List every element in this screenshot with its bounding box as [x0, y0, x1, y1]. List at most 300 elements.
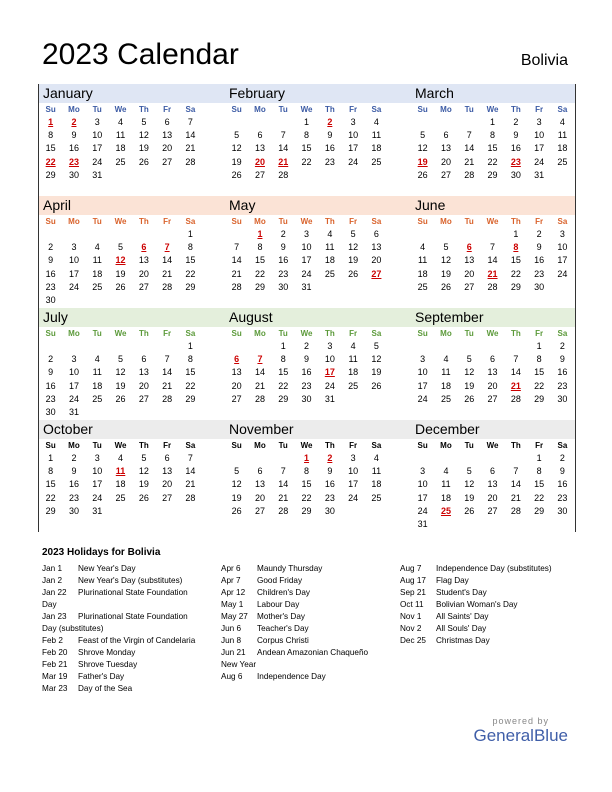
day-cell: 14	[162, 367, 173, 378]
day-cell: 7	[513, 354, 519, 365]
weekday-label: Mo	[440, 217, 452, 226]
empty-day	[179, 505, 202, 518]
week-row	[411, 169, 575, 182]
day-cell: 16	[68, 479, 79, 490]
empty-day	[481, 340, 504, 353]
day-cell: 9	[536, 242, 542, 253]
day-cell: 5	[234, 466, 240, 477]
empty-day	[318, 169, 341, 182]
weekday-header	[225, 327, 411, 340]
day-cell: 5	[118, 242, 124, 253]
week-row	[411, 129, 575, 142]
week-row	[39, 340, 225, 353]
week-row	[411, 393, 575, 406]
day-cell: 22	[278, 380, 289, 391]
day-cell: 19	[231, 156, 242, 167]
day-cell: 27	[162, 492, 173, 503]
week-row	[411, 492, 575, 505]
day-cell: 5	[373, 341, 379, 351]
day-cell: 15	[301, 143, 312, 154]
weekday-label: Su	[45, 217, 56, 226]
day-cell: 22	[185, 268, 196, 279]
day-cell: 6	[234, 354, 240, 365]
day-cell: 17	[68, 380, 79, 391]
holiday-item	[42, 635, 217, 647]
weekday-label: Sa	[185, 329, 196, 338]
weekday-label: Tu	[278, 105, 288, 114]
empty-day	[272, 452, 295, 465]
day-cell: 15	[510, 255, 521, 266]
day-cell: 14	[464, 143, 475, 154]
weekday-label: Su	[45, 441, 56, 450]
day-cell: 27	[371, 268, 382, 279]
day-cell: 19	[440, 268, 451, 279]
empty-day	[155, 228, 178, 241]
day-cell: 11	[348, 354, 358, 365]
holiday-item	[42, 611, 217, 623]
day-cell: 10	[417, 479, 428, 490]
day-cell: 22	[301, 156, 312, 167]
weekday-label: Su	[231, 217, 242, 226]
month-november	[225, 420, 411, 532]
holiday-name: Flag Day	[436, 576, 469, 585]
weekday-label: Fr	[535, 217, 544, 226]
empty-day	[155, 169, 178, 182]
weekday-label: Su	[417, 441, 428, 450]
day-cell: 5	[466, 466, 472, 477]
day-cell: 13	[162, 130, 173, 141]
empty-day	[109, 169, 132, 182]
day-cell: 20	[464, 268, 475, 279]
week-row	[39, 116, 225, 129]
week-row	[225, 353, 411, 366]
holiday-item	[221, 659, 396, 671]
day-cell: 15	[45, 143, 56, 154]
holiday-date: Feb 2	[42, 636, 63, 645]
holiday-item	[221, 647, 396, 659]
day-cell: 6	[373, 229, 379, 239]
day-cell: 9	[513, 130, 519, 141]
empty-day	[155, 340, 178, 353]
holiday-date: Jan 23	[42, 612, 67, 621]
day-cell: 28	[464, 169, 475, 180]
empty-day	[458, 228, 481, 241]
holiday-date: Jun 21	[221, 648, 246, 657]
week-row	[39, 366, 225, 379]
holiday-name: Good Friday	[257, 576, 303, 585]
holiday-name: Maundy Thursday	[257, 564, 323, 573]
holiday-item	[221, 623, 396, 635]
weekday-label: Mo	[68, 217, 80, 226]
weekday-label: Su	[45, 105, 56, 114]
day-cell: 2	[71, 117, 77, 127]
day-cell: 16	[557, 367, 568, 378]
day-cell: 10	[68, 255, 79, 266]
day-cell: 25	[440, 393, 451, 404]
day-cell: 5	[141, 453, 147, 463]
day-cell: 6	[141, 242, 147, 253]
weekday-label: Tu	[464, 217, 474, 226]
empty-day	[132, 169, 155, 182]
holiday-date: Feb 21	[42, 660, 68, 669]
weekday-label: Th	[138, 329, 149, 338]
day-cell: 25	[115, 156, 126, 167]
day-cell: 26	[138, 156, 149, 167]
weekday-label: Su	[231, 105, 242, 114]
day-cell: 28	[185, 492, 196, 503]
day-cell: 20	[162, 143, 173, 154]
day-cell: 5	[420, 130, 426, 141]
week-row	[411, 228, 575, 241]
holiday-item	[400, 575, 575, 587]
weekday-label: Th	[138, 217, 149, 226]
empty-day	[272, 116, 295, 129]
empty-day	[155, 406, 178, 419]
weekday-label: Sa	[185, 105, 196, 114]
day-cell: 20	[254, 492, 265, 503]
empty-day	[132, 406, 155, 419]
weekday-label: We	[486, 329, 499, 338]
day-cell: 28	[278, 505, 289, 516]
day-cell: 2	[327, 117, 333, 127]
day-cell: 8	[187, 242, 193, 253]
empty-day	[62, 228, 85, 241]
empty-day	[504, 452, 527, 465]
day-cell: 16	[557, 479, 568, 490]
holidays-col-3	[400, 563, 575, 647]
holiday-name: Day	[42, 600, 57, 609]
day-cell: 6	[466, 242, 472, 253]
empty-day	[527, 518, 550, 531]
day-cell: 27	[487, 505, 498, 516]
weekday-header	[411, 327, 575, 340]
weekday-label: Fr	[349, 441, 358, 450]
brand-powered: powered by	[492, 716, 549, 726]
day-cell: 27	[138, 393, 149, 404]
empty-day	[109, 340, 132, 353]
weekday-label: Tu	[464, 441, 474, 450]
empty-day	[365, 393, 388, 406]
weekday-label: We	[300, 329, 313, 338]
day-cell: 20	[138, 380, 149, 391]
weekday-label: Fr	[349, 329, 358, 338]
day-cell: 4	[373, 453, 379, 463]
day-cell: 7	[234, 242, 240, 253]
day-cell: 5	[118, 354, 124, 365]
holiday-date: Dec 25	[400, 636, 426, 645]
day-cell: 2	[559, 341, 565, 351]
month-name: August	[225, 308, 411, 327]
day-cell: 23	[301, 380, 312, 391]
holiday-name: Day (substitutes)	[42, 624, 104, 633]
day-cell: 5	[234, 130, 240, 141]
day-cell: 21	[510, 492, 521, 503]
day-cell: 12	[231, 479, 242, 490]
holiday-date: Apr 7	[221, 576, 241, 585]
day-cell: 27	[464, 281, 475, 292]
day-cell: 23	[68, 156, 79, 167]
holidays-col-2	[221, 563, 396, 683]
day-cell: 12	[348, 242, 359, 253]
day-cell: 30	[557, 393, 568, 404]
holiday-date: May 1	[221, 600, 244, 609]
day-cell: 31	[324, 393, 335, 404]
day-cell: 10	[348, 466, 359, 477]
day-cell: 27	[138, 281, 149, 292]
day-cell: 26	[348, 268, 359, 279]
day-cell: 17	[348, 479, 359, 490]
weekday-label: Mo	[68, 441, 80, 450]
day-cell: 30	[68, 169, 79, 180]
week-row	[225, 241, 411, 254]
holiday-item	[400, 599, 575, 611]
day-cell: 21	[185, 143, 196, 154]
day-cell: 21	[162, 380, 173, 391]
day-cell: 21	[278, 492, 289, 503]
day-cell: 24	[301, 268, 312, 279]
day-cell: 12	[417, 143, 428, 154]
day-cell: 26	[231, 169, 242, 180]
day-cell: 3	[350, 117, 356, 127]
week-row	[411, 505, 575, 518]
week-row	[225, 380, 411, 393]
empty-day	[341, 169, 364, 182]
holiday-name: Plurinational State Foundation	[78, 588, 188, 597]
day-cell: 12	[464, 479, 475, 490]
week-row	[39, 254, 225, 267]
day-cell: 17	[301, 255, 312, 266]
day-cell: 29	[185, 393, 196, 404]
weekday-label: Su	[231, 441, 242, 450]
day-cell: 2	[327, 453, 333, 463]
holiday-name: Shrove Monday	[78, 648, 136, 657]
empty-day	[341, 281, 364, 294]
day-cell: 18	[92, 380, 103, 391]
day-cell: 24	[348, 492, 359, 503]
holiday-item	[400, 623, 575, 635]
empty-day	[481, 518, 504, 531]
day-cell: 16	[301, 367, 312, 378]
day-cell: 24	[417, 393, 428, 404]
month-february	[225, 84, 411, 196]
day-cell: 14	[510, 367, 521, 378]
empty-day	[132, 294, 155, 307]
day-cell: 22	[487, 156, 498, 167]
day-cell: 13	[254, 479, 265, 490]
day-cell: 29	[487, 169, 498, 180]
holiday-name: Corpus Christi	[257, 636, 309, 645]
day-cell: 3	[94, 117, 100, 127]
day-cell: 3	[304, 229, 310, 239]
week-row	[411, 241, 575, 254]
day-cell: 24	[68, 393, 79, 404]
week-row	[225, 281, 411, 294]
month-name: January	[39, 84, 225, 103]
holiday-date: Apr 6	[221, 564, 241, 573]
day-cell: 28	[254, 393, 265, 404]
day-cell: 11	[92, 367, 102, 378]
day-cell: 11	[441, 367, 451, 378]
day-cell: 19	[115, 380, 126, 391]
day-cell: 7	[513, 466, 519, 477]
empty-day	[86, 406, 109, 419]
day-cell: 21	[185, 479, 196, 490]
holiday-date: Jan 1	[42, 564, 63, 573]
empty-day	[248, 452, 271, 465]
day-cell: 16	[510, 143, 521, 154]
month-name: April	[39, 196, 225, 215]
day-cell: 10	[92, 466, 103, 477]
day-cell: 31	[301, 281, 312, 292]
day-cell: 14	[254, 367, 265, 378]
weekday-label: We	[114, 329, 127, 338]
week-row	[411, 156, 575, 169]
day-cell: 30	[324, 505, 335, 516]
holiday-date: Nov 2	[400, 624, 422, 633]
weekday-label: Tu	[278, 441, 288, 450]
day-cell: 16	[278, 255, 289, 266]
day-cell: 1	[187, 341, 193, 351]
day-cell: 26	[231, 505, 242, 516]
day-cell: 26	[138, 492, 149, 503]
weekday-label: Mo	[254, 217, 266, 226]
day-cell: 7	[280, 466, 286, 477]
day-cell: 27	[254, 505, 265, 516]
empty-day	[434, 518, 457, 531]
day-cell: 10	[301, 242, 312, 253]
day-cell: 29	[534, 393, 545, 404]
week-row	[39, 492, 225, 505]
day-cell: 14	[162, 255, 173, 266]
day-cell: 8	[490, 130, 496, 141]
day-cell: 14	[231, 255, 242, 266]
day-cell: 15	[185, 255, 196, 266]
day-cell: 20	[487, 492, 498, 503]
week-row	[411, 380, 575, 393]
weekday-header	[225, 215, 411, 228]
day-cell: 26	[464, 505, 475, 516]
day-cell: 16	[68, 143, 79, 154]
day-cell: 24	[68, 281, 79, 292]
day-cell: 23	[557, 492, 568, 503]
weekday-label: Tu	[278, 217, 288, 226]
week-row	[225, 129, 411, 142]
empty-day	[551, 518, 574, 531]
day-cell: 28	[278, 169, 289, 180]
day-cell: 25	[371, 492, 382, 503]
day-cell: 16	[324, 143, 335, 154]
day-cell: 22	[534, 492, 545, 503]
week-row	[411, 116, 575, 129]
holiday-name: Feast of the Virgin of Candelaria	[78, 636, 196, 645]
empty-day	[62, 340, 85, 353]
weekday-label: We	[300, 441, 313, 450]
day-cell: 13	[138, 367, 149, 378]
holiday-item	[221, 587, 396, 599]
day-cell: 13	[440, 143, 451, 154]
day-cell: 8	[513, 242, 519, 253]
day-cell: 21	[278, 156, 289, 167]
day-cell: 18	[371, 143, 382, 154]
day-cell: 30	[510, 169, 521, 180]
day-cell: 14	[185, 466, 196, 477]
day-cell: 30	[534, 281, 545, 292]
holiday-name: All Saints' Day	[436, 612, 489, 621]
day-cell: 11	[557, 130, 568, 141]
month-june	[411, 196, 575, 308]
holiday-item	[400, 563, 575, 575]
day-cell: 31	[534, 169, 545, 180]
week-row	[39, 268, 225, 281]
empty-day	[132, 505, 155, 518]
day-cell: 7	[187, 453, 193, 463]
day-cell: 3	[559, 229, 565, 239]
holiday-date: Mar 19	[42, 672, 68, 681]
holiday-date: Feb 20	[42, 648, 68, 657]
day-cell: 3	[350, 453, 356, 463]
day-cell: 18	[440, 492, 451, 503]
day-cell: 25	[92, 393, 103, 404]
empty-day	[481, 452, 504, 465]
empty-day	[504, 518, 527, 531]
empty-day	[411, 116, 434, 129]
day-cell: 29	[301, 505, 312, 516]
empty-day	[481, 228, 504, 241]
day-cell: 11	[325, 242, 335, 253]
day-cell: 18	[371, 479, 382, 490]
week-row	[225, 340, 411, 353]
weekday-label: Sa	[557, 105, 568, 114]
day-cell: 31	[92, 505, 103, 516]
week-row	[411, 452, 575, 465]
weekday-label: Tu	[278, 329, 288, 338]
week-row	[39, 129, 225, 142]
month-name: November	[225, 420, 411, 439]
day-cell: 25	[557, 156, 568, 167]
weekday-header	[39, 103, 225, 116]
day-cell: 18	[417, 268, 428, 279]
empty-day	[458, 518, 481, 531]
weekday-label: Tu	[92, 105, 102, 114]
day-cell: 2	[559, 453, 565, 463]
day-cell: 29	[45, 505, 56, 516]
weekday-label: Su	[231, 329, 242, 338]
holiday-item	[221, 599, 396, 611]
day-cell: 1	[187, 229, 193, 239]
day-cell: 8	[48, 466, 54, 477]
holiday-item	[42, 659, 217, 671]
holiday-name: New Year	[221, 660, 257, 669]
week-row	[225, 116, 411, 129]
weekday-label: Su	[417, 105, 428, 114]
weekday-label: Sa	[371, 105, 382, 114]
day-cell: 18	[324, 255, 335, 266]
week-row	[39, 465, 225, 478]
holiday-name: Children's Day	[257, 588, 310, 597]
day-cell: 21	[487, 268, 498, 279]
day-cell: 4	[118, 117, 124, 127]
weekday-label: Tu	[464, 105, 474, 114]
day-cell: 4	[443, 354, 449, 365]
weekday-label: Sa	[371, 441, 382, 450]
day-cell: 7	[490, 242, 496, 253]
day-cell: 29	[45, 169, 56, 180]
day-cell: 9	[48, 367, 54, 378]
month-october	[39, 420, 225, 532]
day-cell: 4	[118, 453, 124, 463]
week-row	[225, 452, 411, 465]
holidays-col-1	[42, 563, 217, 695]
